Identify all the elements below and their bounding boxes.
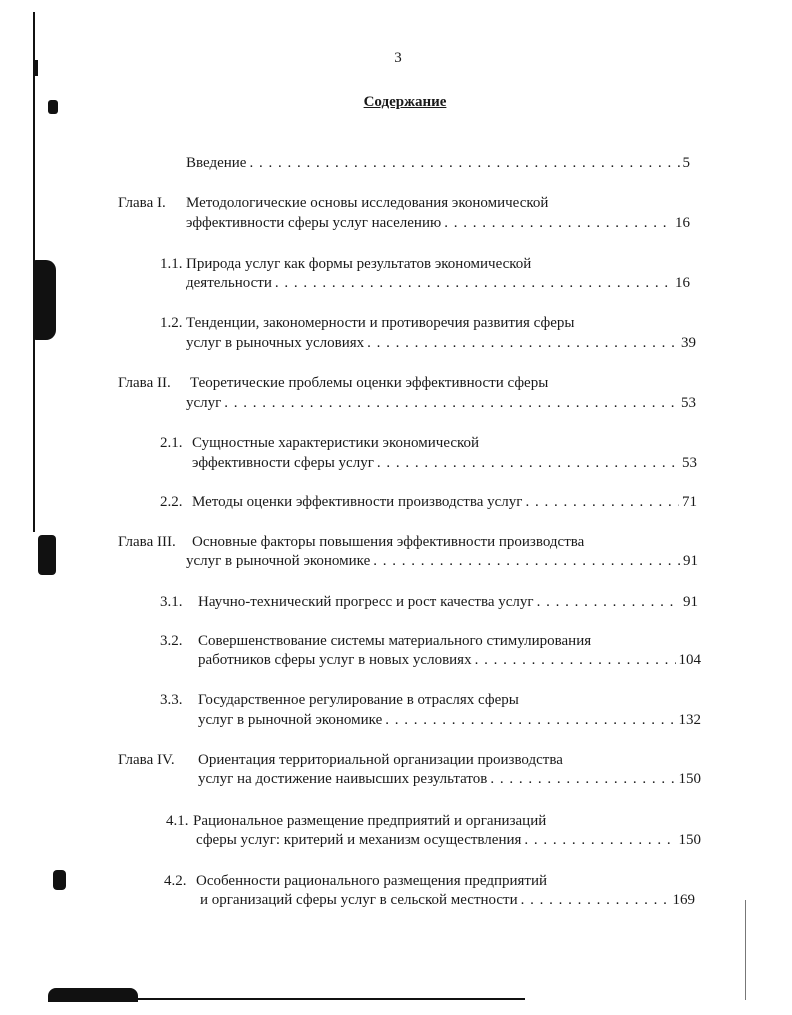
toc-s21-page: 53: [682, 455, 697, 471]
toc-s42-label: 4.2.: [164, 873, 187, 889]
toc-s32-page: 104: [678, 652, 701, 668]
toc-s33-page: 132: [678, 712, 701, 728]
toc-s33-label: 3.3.: [160, 692, 183, 708]
toc-entry-s32[interactable]: [198, 651, 701, 669]
scan-bottom-line: [130, 998, 525, 1000]
toc-ch4-label: Глава IV.: [118, 752, 175, 768]
toc-s22-line1: Методы оценки эффективности производства услуг: [192, 494, 523, 510]
leader-dots: [224, 394, 678, 412]
toc-ch3-line1[interactable]: Основные факторы повышения эффективности производства: [192, 534, 585, 550]
scan-blot: [53, 870, 66, 890]
toc-entry-ch3[interactable]: [186, 552, 698, 570]
toc-intro-text: Введение: [186, 155, 247, 171]
toc-ch4-line2: услуг на достижение наивысших результатов: [198, 771, 488, 787]
toc-s22-page: 71: [682, 494, 697, 510]
toc-intro-page: 5: [682, 155, 690, 171]
page-title: Содержание: [363, 94, 447, 110]
toc-s11-line1[interactable]: Природа услуг как формы результатов экономической: [186, 256, 532, 272]
leader-dots: [524, 831, 675, 849]
leader-dots: [275, 274, 672, 292]
leader-dots: [385, 711, 675, 729]
toc-ch2-line2: услуг: [186, 395, 222, 411]
toc-s11-line2: деятельности: [186, 275, 272, 291]
toc-entry-s42[interactable]: [200, 891, 695, 909]
toc-entry-s12[interactable]: [186, 334, 696, 352]
toc-ch1-label: Глава I.: [118, 195, 166, 211]
leader-dots: [490, 770, 675, 788]
leader-dots: [521, 891, 670, 909]
toc-s42-line2: и организаций сферы услуг в сельской местности: [200, 892, 518, 908]
toc-ch2-label: Глава II.: [118, 375, 171, 391]
leader-dots: [367, 334, 678, 352]
toc-entry-ch2[interactable]: [186, 394, 696, 412]
toc-ch1-line1[interactable]: Методологические основы исследования экономической: [186, 195, 549, 211]
scan-bottom-bar: [48, 988, 138, 1002]
toc-s11-label: 1.1.: [160, 256, 183, 272]
toc-s31-label: 3.1.: [160, 594, 183, 610]
toc-s32-line1[interactable]: Совершенствование системы материального стимулирования: [198, 633, 592, 649]
toc-ch2-page: 53: [681, 395, 696, 411]
toc-s12-line1[interactable]: Тенденции, закономерности и противоречия развития сферы: [186, 315, 575, 331]
toc-entry-ch1[interactable]: [186, 214, 690, 232]
leader-dots: [525, 493, 679, 511]
toc-s41-page: 150: [678, 832, 701, 848]
toc-entry-s41[interactable]: [196, 831, 701, 849]
toc-ch3-page: 91: [683, 553, 698, 569]
page-number: 3: [394, 50, 402, 66]
toc-s32-line2: работников сферы услуг в новых условиях: [198, 652, 472, 668]
toc-s12-label: 1.2.: [160, 315, 183, 331]
toc-ch3-line2: услуг в рыночной экономике: [186, 553, 371, 569]
toc-entry-s22[interactable]: [192, 493, 697, 511]
toc-ch1-line2: эффективности сферы услуг населению: [186, 215, 442, 231]
leader-dots: [475, 651, 676, 669]
toc-s32-label: 3.2.: [160, 633, 183, 649]
toc-ch1-page: 16: [675, 215, 690, 231]
toc-s42-page: 169: [672, 892, 695, 908]
scan-blot: [38, 535, 56, 575]
toc-ch4-page: 150: [678, 771, 701, 787]
leader-dots: [373, 552, 680, 570]
scan-blot: [48, 100, 58, 114]
toc-s41-line2: сферы услуг: критерий и механизм осуществления: [196, 832, 522, 848]
toc-s21-label: 2.1.: [160, 435, 183, 451]
scan-right-line: [745, 900, 746, 1000]
toc-entry-s11[interactable]: [186, 274, 690, 292]
leader-dots: [537, 593, 680, 611]
toc-s12-line2: услуг в рыночных условиях: [186, 335, 365, 351]
toc-s42-line1[interactable]: Особенности рационального размещения предприятий: [196, 873, 548, 889]
toc-entry-s31[interactable]: [198, 593, 698, 611]
toc-entry-intro[interactable]: [186, 154, 690, 172]
toc-s21-line1[interactable]: Сущностные характеристики экономической: [192, 435, 480, 451]
leader-dots: [444, 214, 672, 232]
toc-s41-line1[interactable]: Рациональное размещение предприятий и организаций: [193, 813, 547, 829]
leader-dots: [377, 454, 679, 472]
toc-entry-s33[interactable]: [198, 711, 701, 729]
toc-s12-page: 39: [681, 335, 696, 351]
toc-s33-line1[interactable]: Государственное регулирование в отраслях сферы: [198, 692, 519, 708]
toc-s33-line2: услуг в рыночной экономике: [198, 712, 383, 728]
toc-s22-label: 2.2.: [160, 494, 183, 510]
toc-s31-page: 91: [683, 594, 698, 610]
scan-blot: [33, 60, 38, 76]
toc-ch4-line1[interactable]: Ориентация территориальной организации производства: [198, 752, 563, 768]
toc-s21-line2: эффективности сферы услуг: [192, 455, 374, 471]
scan-blot: [34, 260, 56, 340]
toc-entry-ch4[interactable]: [198, 770, 701, 788]
toc-ch3-label: Глава III.: [118, 534, 176, 550]
toc-s31-line1: Научно-технический прогресс и рост качества услуг: [198, 594, 534, 610]
toc-ch2-line1[interactable]: Теоретические проблемы оценки эффективности сферы: [190, 375, 549, 391]
toc-s41-label: 4.1.: [166, 813, 189, 829]
toc-s11-page: 16: [675, 275, 690, 291]
leader-dots: [249, 154, 679, 172]
toc-entry-s21[interactable]: [192, 454, 697, 472]
